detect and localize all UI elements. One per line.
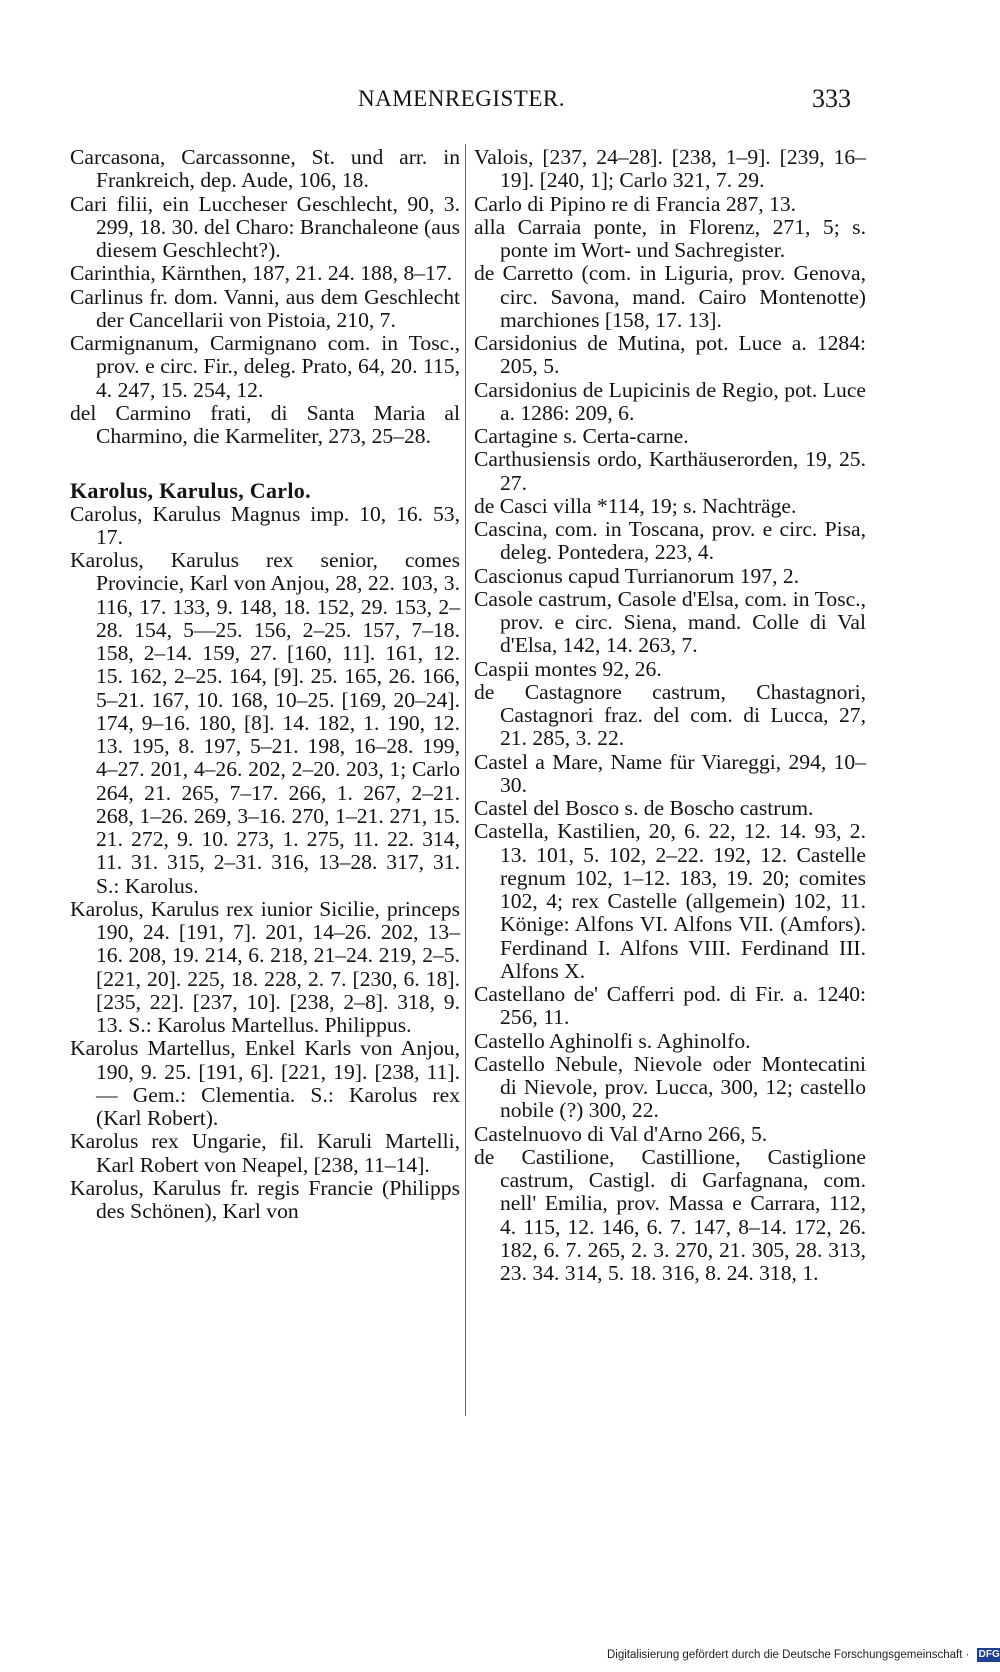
- digitization-credit: [607, 1648, 1000, 1666]
- index-entry: Carsidonius de Lupicinis de Regio, pot. Luce a. 1286: 209, 6.: [474, 377, 866, 425]
- column-divider: [465, 144, 466, 1416]
- dfg-logo: DFG: [978, 1649, 1000, 1660]
- index-entry: Cascina, com. in Toscana, prov. e circ. Pisa, deleg. Pontedera, 223, 4.: [474, 517, 866, 565]
- page-header: [0, 86, 1000, 122]
- index-entry: Castel a Mare, Name für Viareggi, 294, 10–30.: [474, 749, 866, 797]
- index-entry: Carlinus fr. dom. Vanni, aus dem Geschlecht der Cancellarii von Pistoia, 210, 7.: [70, 284, 460, 332]
- index-entry: Valois, [237, 24–28]. [238, 1–9]. [239, 16–19]. [240, 1]; Carlo 321, 7. 29.: [474, 145, 866, 193]
- index-entry: Karolus, Karulus rex senior, comes Provincie, Karl von Anjou, 28, 22. 103, 3. 116, 17. 133, 9. 148, 18. 152, 29. 153, 2–28. 154, 5—25. 156, 2–25. 157, 7–18. 158, 2–14. 159, 27. [160, 11]. 161, 12. 15. 162, 2–25. 164, [9]. 25. 165, 26. 166, 5–21. 167, 10. 168, 10–25. [169, 20–24]. 174, 9–16. 180, [8]. 14. 182, 1. 190, 12. 13. 195, 8. 197, 5–21. 198, 16–28. 199, 4–27. 201, 4–26. 202, 2–20. 203, 1; Carlo 264, 21. 265, 7–17. 266, 1. 267, 2–21. 268, 1–26. 269, 3–16. 270, 1–21. 271, 15. 21. 272, 9. 10. 273, 1. 275, 11. 22. 314, 11. 31. 315, 2–31. 316, 13–28. 317, 31. S.: Karolus.: [70, 548, 460, 898]
- index-entry: Castello Nebule, Nievole oder Montecatini di Nievole, prov. Lucca, 300, 12; castello nobile (?) 300, 22.: [474, 1051, 866, 1123]
- index-entry: Karolus, Karulus fr. regis Francie (Philipps des Schönen), Karl von: [70, 1175, 460, 1223]
- index-entry: Carolus, Karulus Magnus imp. 10, 16. 53, 17.: [70, 501, 460, 549]
- index-entry: Karolus rex Ungarie, fil. Karuli Martelli, Karl Robert von Neapel, [238, 11–14].: [70, 1129, 460, 1177]
- page-number: 333: [812, 84, 851, 113]
- index-entry: Castella, Kastilien, 20, 6. 22, 12. 14. 93, 2. 13. 101, 5. 102, 2–22. 192, 12. Castelle regnum 102, 1–12. 183, 19. 20; comites 102, 4; rex Castelle (allgemein) 102, 11. Könige: Alfons VI. Alfons VII. (Amfors). Ferdinand I. Alfons VIII. Ferdinand III. Alfons X.: [474, 819, 866, 983]
- index-entry: de Casci villa *114, 19; s. Nachträge.: [474, 493, 797, 518]
- index-entry: Karolus Martellus, Enkel Karls von Anjou, 190, 9. 25. [191, 6]. [221, 19]. [238, 11]. — Gem.: Clementia. S.: Karolus rex (Karl Robert).: [70, 1036, 460, 1130]
- running-head: NAMENREGISTER.: [358, 86, 565, 111]
- index-entry: de Castagnore castrum, Chastagnori, Castagnori fraz. del com. di Lucca, 27, 21. 285, 3. 22.: [474, 679, 866, 751]
- left-column: [70, 146, 460, 1223]
- index-entry: Castel del Bosco s. de Boscho castrum.: [474, 796, 814, 820]
- index-entry: Casole castrum, Casole d'Elsa, com. in Tosc., prov. e circ. Siena, mand. Colle di Val d'Elsa, 142, 14. 263, 7.: [474, 586, 866, 658]
- index-entry: Castelnuovo di Val d'Arno 266, 5.: [474, 1121, 768, 1146]
- index-entry: Castello Aghinolfi s. Aghinolfo.: [474, 1028, 751, 1053]
- index-entry: Cascionus capud Turrianorum 197, 2.: [474, 563, 800, 588]
- index-entry: Carlo di Pipino re di Francia 287, 13.: [474, 191, 797, 216]
- section-heading: Karolus, Karulus, Carlo.: [70, 478, 311, 504]
- credit-text: Digitalisierung gefördert durch die Deutsche Forschungsgemeinschaft ·: [607, 1649, 970, 1662]
- right-column: [474, 146, 866, 1285]
- index-entry: alla Carraia ponte, in Florenz, 271, 5; s. ponte im Wort- und Sachregister.: [474, 214, 866, 262]
- index-entry: Carinthia, Kärnthen, 187, 21. 24. 188, 8–17.: [70, 261, 453, 286]
- index-entry: Cari filii, ein Luccheser Geschlecht, 90, 3. 299, 18. 30. del Charo: Branchaleone (aus diesem Geschlecht?).: [70, 191, 460, 262]
- index-entry: Carsidonius de Mutina, pot. Luce a. 1284: 205, 5.: [474, 331, 866, 379]
- index-entry: Cartagine s. Certa-carne.: [474, 424, 689, 448]
- index-entry: Carcasona, Carcassonne, St. und arr. in Frankreich, dep. Aude, 106, 18.: [70, 145, 460, 193]
- index-entry: Carthusiensis ordo, Karthäuserorden, 19, 25. 27.: [474, 447, 866, 495]
- index-entry: de Castilione, Castillione, Castiglione castrum, Castigl. di Garfagnana, com. nell' Emilia, prov. Massa e Carrara, 112, 4. 115, 12. 146, 6. 7. 147, 8–14. 172, 26. 182, 6. 7. 265, 2. 3. 270, 21. 305, 28. 313, 23. 34. 314, 5. 18. 316, 8. 24. 318, 1.: [474, 1144, 866, 1285]
- index-entry: del Carmino frati, di Santa Maria al Charmino, die Karmeliter, 273, 25–28.: [70, 400, 460, 448]
- index-entry: de Carretto (com. in Liguria, prov. Genova, circ. Savona, mand. Cairo Montenotte) marchiones [158, 17. 13].: [474, 261, 866, 332]
- index-entry: Carmignanum, Carmignano com. in Tosc., prov. e circ. Fir., deleg. Prato, 64, 20. 115, 4. 247, 15. 254, 12.: [70, 331, 460, 402]
- index-entry: Castellano de' Cafferri pod. di Fir. a. 1240: 256, 11.: [474, 982, 866, 1030]
- index-entry: Caspii montes 92, 26.: [474, 656, 662, 681]
- index-entry: Karolus, Karulus rex iunior Sicilie, princeps 190, 24. [191, 7]. 201, 14–26. 202, 13–16. 208, 19. 214, 6. 218, 21–24. 219, 2–5. [221, 20]. 225, 18. 228, 2. 7. [230, 6. 18]. [235, 22]. [237, 10]. [238, 2–8]. 318, 9. 13. S.: Karolus Martellus. Philippus.: [70, 896, 460, 1037]
